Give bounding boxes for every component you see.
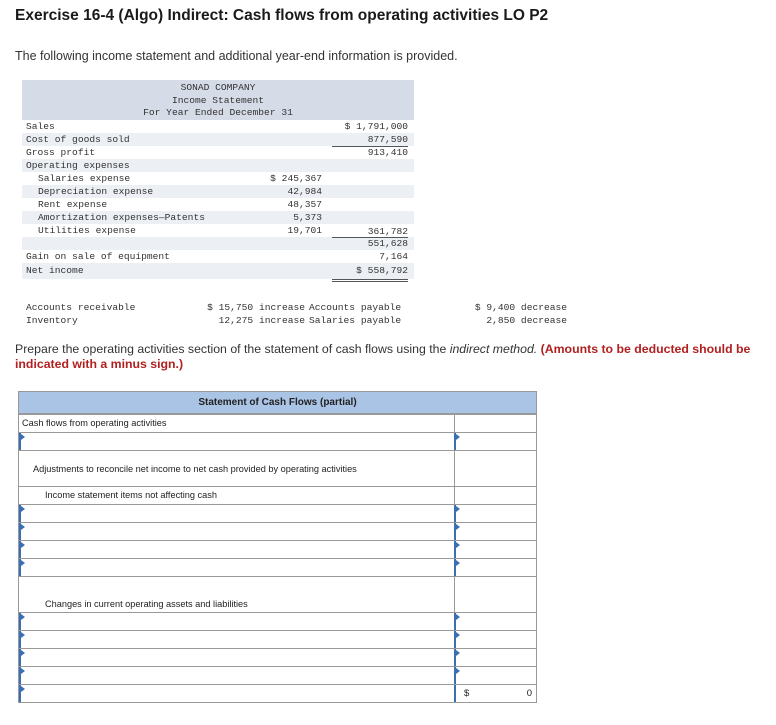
cf-row-section (19, 414, 536, 432)
dropdown-arrow-icon[interactable] (21, 614, 25, 620)
dropdown-arrow-icon[interactable] (456, 506, 460, 512)
is-label: Rent expense (38, 199, 108, 210)
cf-amount-cell (455, 451, 536, 486)
cf-amount-input[interactable] (454, 505, 536, 522)
is-value: 19,701 (252, 224, 322, 238)
is-label: Gross profit (26, 147, 96, 158)
is-value: $ 245,367 (270, 173, 322, 184)
is-label: Cost of goods sold (26, 134, 130, 145)
info-change: $ 9,400 decrease (474, 302, 567, 313)
is-label: Sales (26, 121, 55, 132)
intro-text: The following income statement and additional year-end information is provided. (15, 49, 458, 63)
cf-input-row[interactable] (19, 504, 536, 522)
total-value: 0 (526, 688, 532, 699)
cf-amount-input[interactable] (454, 613, 536, 630)
is-row-subtotal (22, 237, 414, 250)
is-value: 361,782 (367, 226, 408, 237)
is-value: 913,410 (367, 147, 408, 158)
dropdown-arrow-icon[interactable] (456, 614, 460, 620)
is-row-depreciation (22, 185, 414, 198)
is-row-rent (22, 198, 414, 211)
cf-label-input[interactable] (19, 613, 455, 630)
cf-amount-cell (455, 487, 536, 504)
dropdown-arrow-icon[interactable] (21, 668, 25, 674)
dropdown-arrow-icon[interactable] (21, 632, 25, 638)
cf-amount-input[interactable] (454, 523, 536, 540)
dropdown-arrow-icon[interactable] (21, 524, 25, 530)
is-row-utilities (22, 224, 414, 237)
dropdown-arrow-icon[interactable] (456, 542, 460, 548)
cf-amount-input[interactable] (454, 541, 536, 558)
dropdown-arrow-icon[interactable] (456, 668, 460, 674)
instructions-method: indirect method. (449, 342, 538, 356)
additional-info-left-values (195, 301, 305, 327)
is-value: 42,984 (287, 186, 322, 197)
instructions-note: (Amounts to be deducted should be (537, 342, 751, 356)
is-label: Operating expenses (26, 160, 130, 171)
cash-flows-worksheet (18, 391, 537, 703)
is-value: $ 558,792 (332, 263, 408, 282)
cf-input-row[interactable] (19, 432, 536, 450)
cf-amount-input[interactable] (454, 649, 536, 666)
dropdown-arrow-icon[interactable] (21, 686, 25, 692)
cf-label-input[interactable] (19, 505, 455, 522)
cf-total-label-input[interactable] (19, 685, 455, 702)
company-name: SONAD COMPANY (180, 82, 256, 93)
dropdown-arrow-icon[interactable] (21, 506, 25, 512)
cf-label-input[interactable] (19, 667, 455, 684)
info-account: Salaries payable (309, 315, 402, 326)
dropdown-arrow-icon[interactable] (21, 434, 25, 440)
is-value: 48,357 (287, 199, 322, 210)
is-row-sales (22, 120, 414, 133)
info-change: $ 15,750 increase (207, 302, 305, 313)
is-row-gross-profit (22, 146, 414, 159)
cf-label-input[interactable] (19, 541, 455, 558)
exercise-title: Exercise 16-4 (Algo) Indirect: Cash flows from operating activities LO P2 (15, 7, 549, 24)
is-value: 551,628 (332, 237, 408, 250)
is-value: $ 1,791,000 (344, 121, 408, 132)
info-account: Inventory (26, 315, 78, 326)
cf-input-row[interactable] (19, 648, 536, 666)
info-change: 2,850 decrease (486, 315, 567, 326)
cf-total-row[interactable] (19, 684, 536, 702)
is-label: Net income (26, 265, 84, 276)
is-row-cogs (22, 133, 414, 146)
cf-label-input[interactable] (19, 559, 455, 576)
cf-amount-cell (455, 415, 536, 432)
cf-amount-input[interactable] (454, 667, 536, 684)
info-account: Accounts payable (309, 302, 402, 313)
is-row-operating-expenses (22, 159, 414, 172)
statement-name: Income Statement (171, 94, 265, 106)
cf-total-amount (454, 685, 536, 702)
is-label: Depreciation expense (38, 186, 154, 197)
worksheet-title: Statement of Cash Flows (partial) (19, 392, 536, 414)
additional-info-right-labels (309, 301, 401, 327)
cf-amount-input[interactable] (454, 631, 536, 648)
income-statement (22, 80, 414, 279)
info-account: Accounts receivable (26, 302, 136, 313)
is-row-amortization (22, 211, 414, 224)
cf-input-row[interactable] (19, 522, 536, 540)
additional-info-right-values (460, 301, 567, 327)
is-label: Utilities expense (38, 225, 136, 236)
dropdown-arrow-icon[interactable] (456, 650, 460, 656)
is-value: 7,164 (332, 250, 408, 264)
dropdown-arrow-icon[interactable] (456, 524, 460, 530)
statement-period: For Year Ended December 31 (143, 107, 293, 118)
dropdown-arrow-icon[interactable] (21, 560, 25, 566)
is-value: 5,373 (293, 212, 322, 223)
dropdown-arrow-icon[interactable] (456, 632, 460, 638)
is-value: 877,590 (332, 133, 408, 147)
cf-section-label: Cash flows from operating activities (19, 415, 455, 432)
cf-input-row[interactable] (19, 540, 536, 558)
additional-info-left-labels (26, 301, 135, 327)
is-label: Amortization expenses—Patents (38, 212, 205, 223)
cf-input-row[interactable] (19, 630, 536, 648)
cf-label-input[interactable] (19, 649, 455, 666)
dropdown-arrow-icon[interactable] (456, 560, 460, 566)
cf-label-input[interactable] (19, 631, 455, 648)
cf-changes-label: Changes in current operating assets and liabilities (19, 577, 455, 612)
is-row-gain (22, 250, 414, 263)
cf-row-adjustments (19, 450, 536, 486)
is-label: Salaries expense (38, 173, 131, 184)
cf-amount-input[interactable] (454, 433, 536, 450)
cf-input-row[interactable] (19, 666, 536, 684)
cf-adjustments-label: Adjustments to reconcile net income to net cash provided by operating activities (19, 451, 455, 486)
is-label: Gain on sale of equipment (26, 251, 170, 262)
cf-input-row[interactable] (19, 612, 536, 630)
income-statement-header (22, 80, 414, 120)
is-row-net-income (22, 263, 414, 279)
cf-amount-cell (455, 577, 536, 612)
is-row-salaries (22, 172, 414, 185)
dropdown-arrow-icon[interactable] (456, 434, 460, 440)
cf-label-input[interactable] (19, 523, 455, 540)
cf-amount-input[interactable] (454, 559, 536, 576)
cf-noncash-label: Income statement items not affecting cash (19, 487, 455, 504)
cf-label-input[interactable] (19, 433, 455, 450)
dropdown-arrow-icon[interactable] (21, 650, 25, 656)
cf-row-noncash (19, 486, 536, 504)
dropdown-arrow-icon[interactable] (21, 542, 25, 548)
instructions (15, 342, 775, 372)
info-change: 12,275 increase (218, 315, 305, 326)
cf-row-changes (19, 576, 536, 612)
total-currency: $ (464, 688, 470, 699)
cf-input-row[interactable] (19, 558, 536, 576)
instructions-text: Prepare the operating activities section of the statement of cash flows using the (15, 342, 450, 356)
instructions-note-line2: indicated with a minus sign.) (15, 357, 184, 371)
